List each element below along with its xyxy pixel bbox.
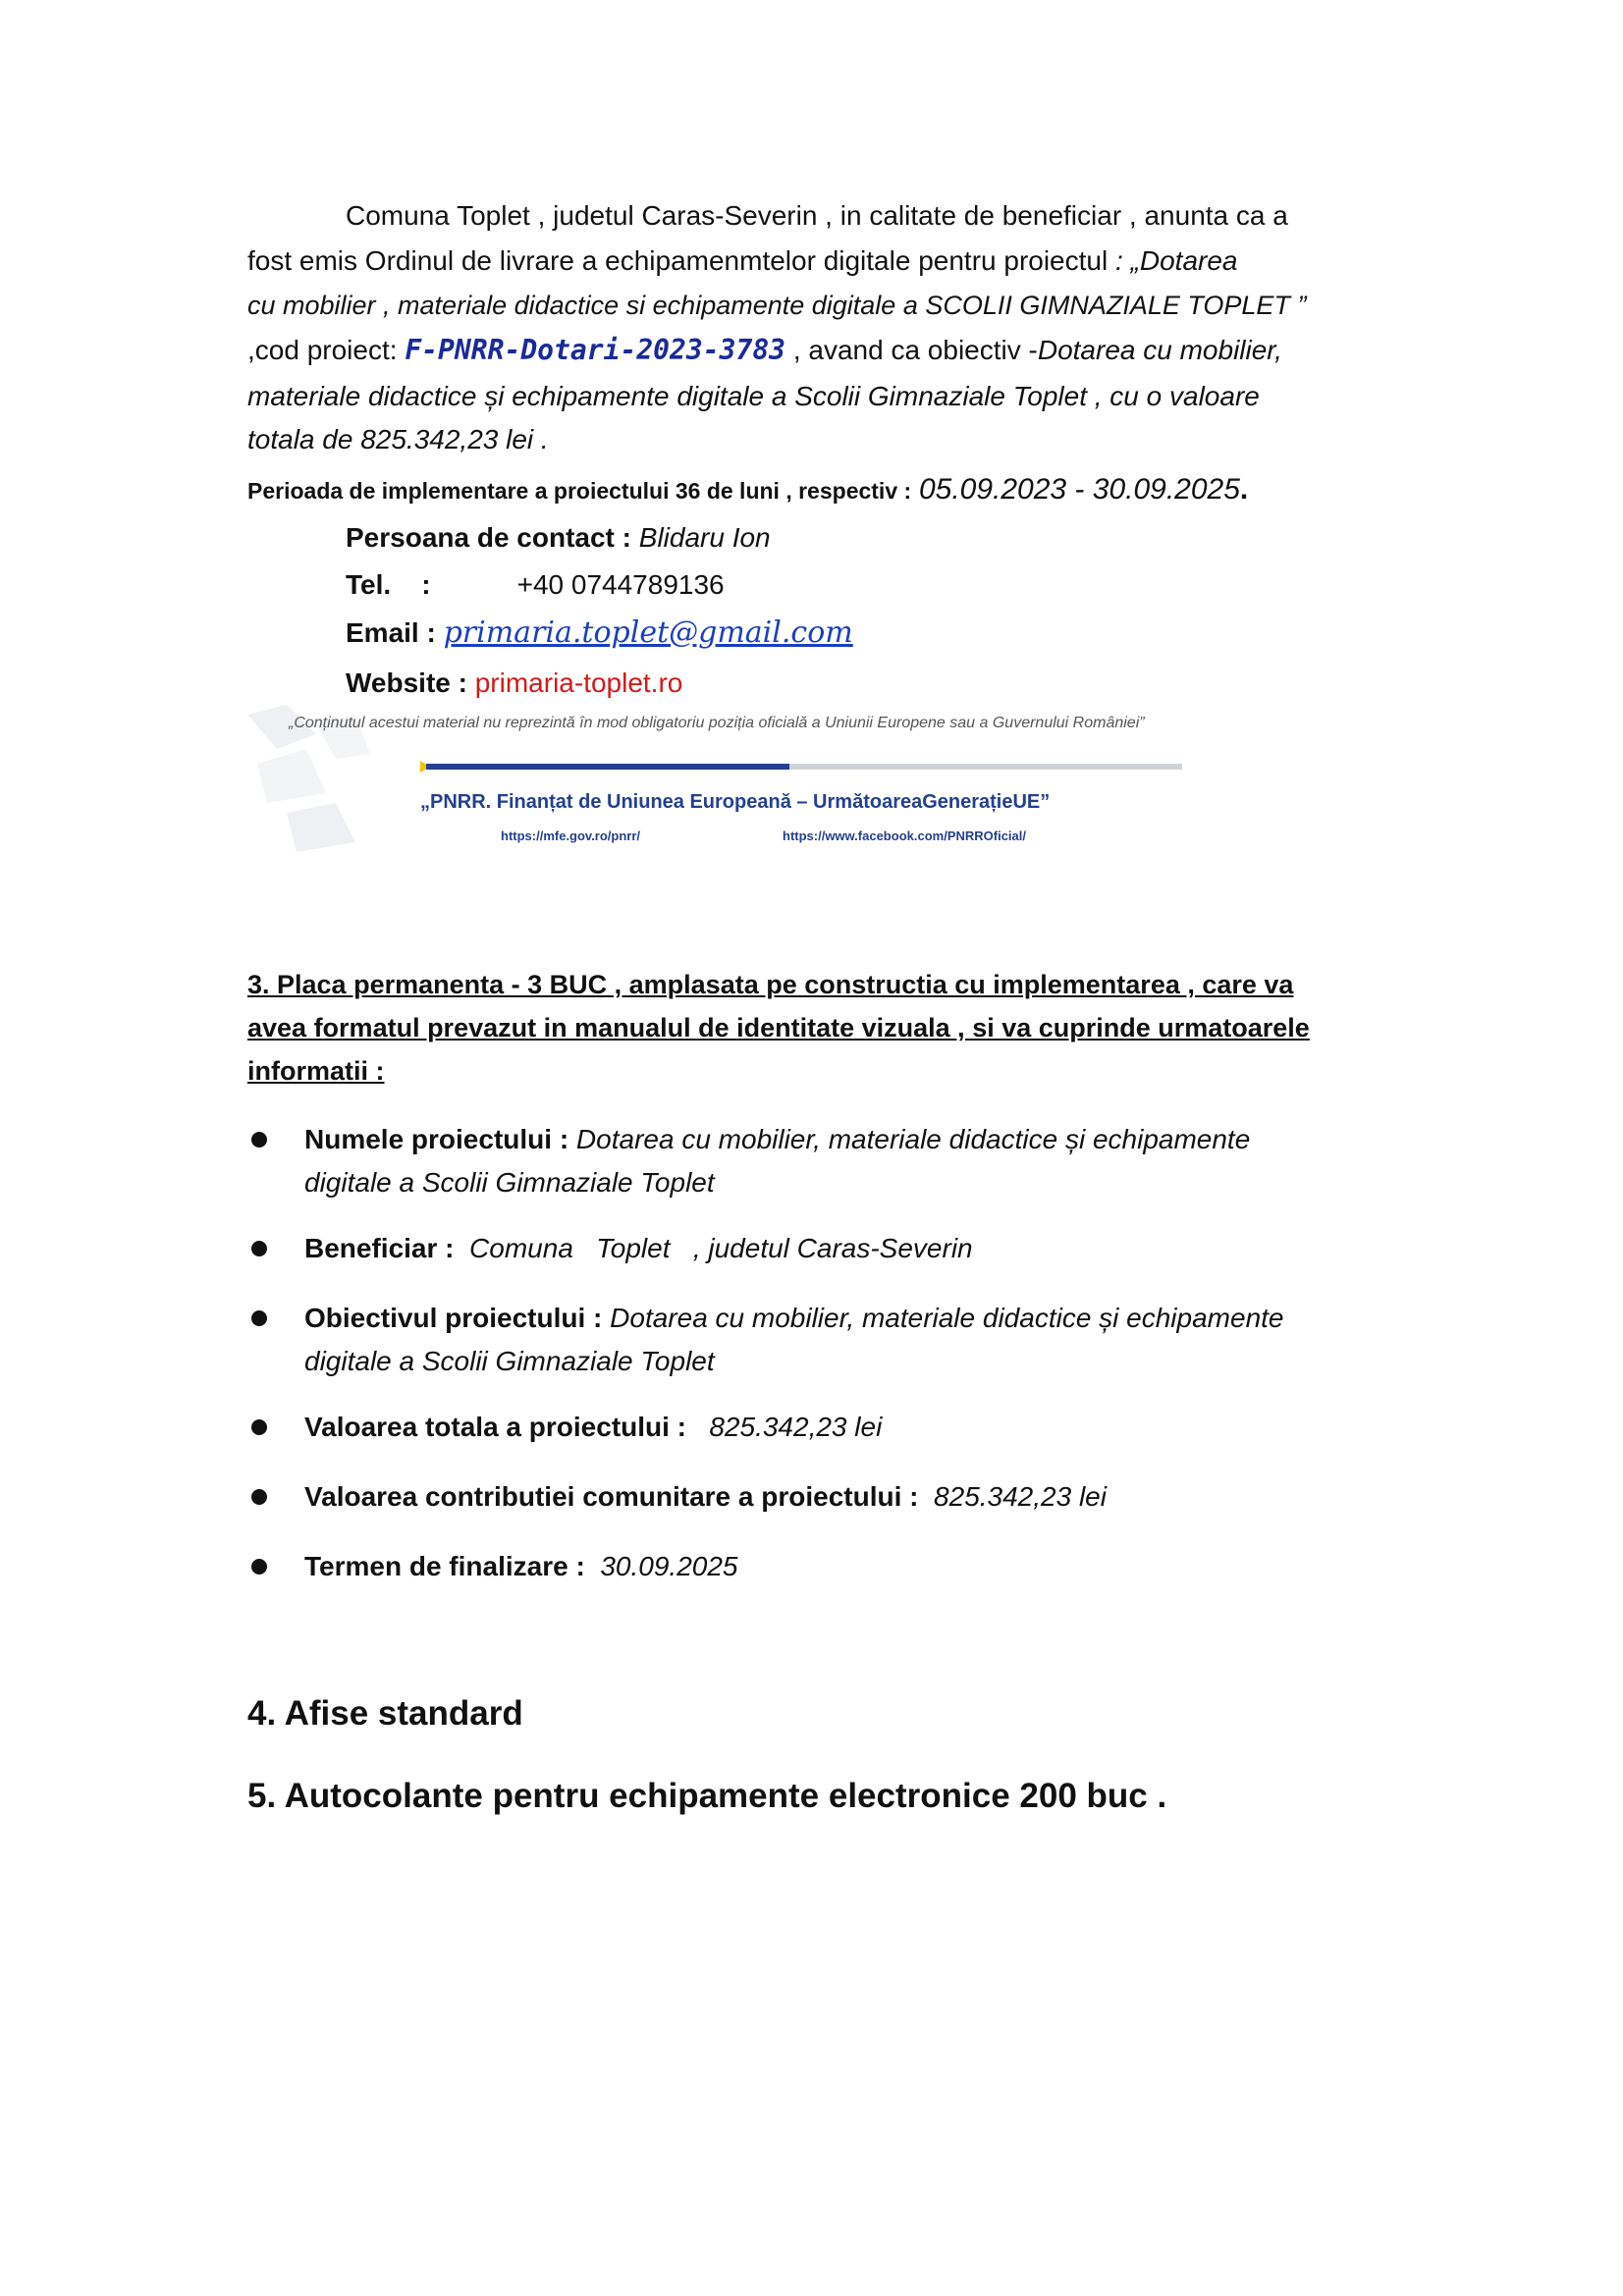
item-label: Obiectivul proiectului :	[304, 1303, 603, 1333]
item-value: Dotarea cu mobilier, materiale didactice și echipamente	[568, 1124, 1251, 1154]
banner-url-facebook[interactable]: https://www.facebook.com/PNRROficial/	[783, 828, 1026, 843]
list-item	[304, 1410, 882, 1445]
intro-text: , avand ca obiectiv -	[785, 335, 1038, 365]
item-value: 825.342,23 lei	[686, 1412, 883, 1442]
bullet-icon	[251, 1559, 267, 1575]
item-value: 30.09.2025	[584, 1551, 738, 1581]
contact-email	[346, 615, 853, 651]
period-dot: .	[1239, 473, 1249, 506]
item-label: Beneficiar :	[304, 1233, 455, 1263]
implementation-period	[247, 472, 1248, 508]
intro-line-3: cu mobilier , materiale didactice si echipamente digitale a SCOLII GIMNAZIALE TOPLET ”	[247, 291, 1307, 320]
list-item	[304, 1231, 973, 1266]
intro-text: Comuna Toplet , judetul Caras-Severin , in calitate de beneficiar , anunta ca a	[346, 200, 1288, 231]
list-item	[304, 1122, 1250, 1157]
list-item	[304, 1479, 1107, 1515]
email-link[interactable]: primaria.toplet@gmail.com	[443, 615, 853, 650]
intro-line-5: materiale didactice și echipamente digitale a Scolii Gimnaziale Toplet , cu o valoare	[247, 381, 1260, 411]
list-item-continuation: digitale a Scolii Gimnaziale Toplet	[304, 1346, 715, 1376]
bullet-icon	[251, 1241, 267, 1256]
intro-line-6: totala de 825.342,23 lei .	[247, 424, 549, 454]
period-dates: 05.09.2023 - 30.09.2025	[918, 473, 1240, 506]
intro-line-2	[247, 243, 1237, 279]
tel-value: +40 0744789136	[516, 569, 725, 600]
bullet-icon	[251, 1419, 267, 1435]
item-value: Comuna Toplet , judetul Caras-Severin	[454, 1233, 973, 1263]
list-item	[304, 1549, 738, 1584]
item-value: 825.342,23 lei	[918, 1481, 1107, 1512]
intro-text: fost emis Ordinul de livrare a echipamenmtelor digitale pentru proiectul	[247, 245, 1109, 276]
contact-tel	[346, 567, 725, 603]
item-label: Termen de finalizare :	[304, 1551, 585, 1581]
item-label: Valoarea contributiei comunitare a proiectului :	[304, 1481, 919, 1512]
contact-website	[346, 666, 682, 701]
project-code: F-PNRR-Dotari-2023-3783	[405, 334, 786, 366]
banner-disclaimer: „Conținutul acestui material nu reprezintă în mod obligatoriu poziția oficială a Uniunii Europene sau a Guvernului României”	[289, 715, 1145, 731]
section-5-heading: 5. Autocolante pentru echipamente electronice 200 buc .	[247, 1777, 1167, 1815]
banner-url-mfe[interactable]: https://mfe.gov.ro/pnrr/	[501, 828, 641, 843]
contact-person-label: Persoana de contact :	[346, 522, 631, 553]
banner-bar-blue	[426, 764, 789, 770]
intro-line-4	[247, 333, 1282, 368]
section-3-line-1: 3. Placa permanenta - 3 BUC , amplasata pe constructia cu implementarea , care va	[247, 970, 1294, 999]
intro-line-1	[346, 198, 1288, 234]
item-label: Valoarea totala a proiectului :	[304, 1412, 687, 1442]
website-label: Website :	[346, 667, 467, 698]
section-3-line-2: avea formatul prevazut in manualul de identitate vizuala , si va cuprinde urmatoarele	[247, 1013, 1310, 1042]
project-objective: Dotarea cu mobilier,	[1037, 335, 1282, 365]
tel-label: Tel. :	[346, 569, 431, 600]
item-label: Numele proiectului :	[304, 1124, 569, 1154]
contact-person	[346, 520, 771, 556]
bullet-icon	[251, 1310, 267, 1326]
list-item	[304, 1301, 1284, 1336]
intro-text: ,cod proiect:	[247, 335, 406, 365]
intro-project-title: : „Dotarea	[1108, 245, 1238, 276]
section-3-line-3: informatii :	[247, 1056, 385, 1086]
banner-pnrr-text: „PNRR. Finanțat de Uniunea Europeană – UrmătoareaGenerațieUE”	[420, 791, 1051, 813]
email-label: Email :	[346, 617, 436, 648]
section-4-heading: 4. Afise standard	[247, 1694, 523, 1733]
contact-person-value: Blidaru Ion	[638, 522, 771, 553]
bullet-icon	[251, 1489, 267, 1505]
item-value: Dotarea cu mobilier, materiale didactice și echipamente	[602, 1303, 1284, 1333]
period-label: Perioada de implementare a proiectului 36 de luni , respectiv :	[247, 478, 912, 504]
pnrr-banner	[247, 705, 1190, 852]
banner-bar-gray	[789, 764, 1182, 770]
bullet-icon	[251, 1132, 267, 1148]
list-item-continuation: digitale a Scolii Gimnaziale Toplet	[304, 1167, 715, 1198]
website-link[interactable]: primaria-toplet.ro	[474, 667, 683, 698]
